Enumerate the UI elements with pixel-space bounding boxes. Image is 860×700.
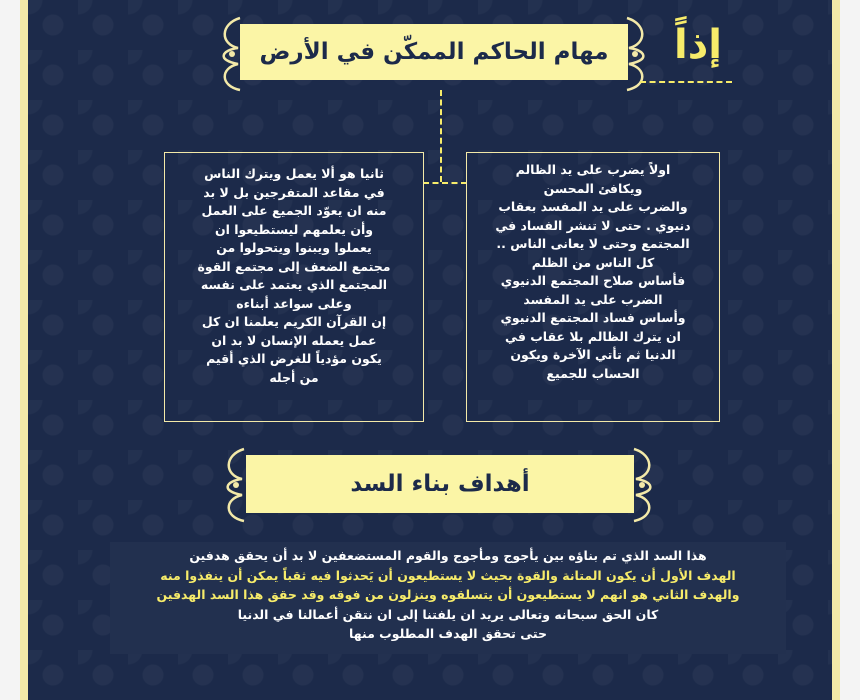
connector-vertical (440, 90, 442, 182)
dam-goals-box (110, 542, 786, 654)
second-task-line: عمل يعمله الإنسان لا بد ان (211, 332, 377, 348)
second-task-line: وعلى سواعد أبناءه (236, 295, 352, 311)
header-banner (240, 24, 628, 80)
second-task-line: في مقاعد المتفرجين بل لا بد (203, 184, 385, 200)
second-task-line: إن القرآن الكريم يعلمنا ان كل (201, 314, 387, 329)
first-task-line: وأساس فساد المجتمع الدنيوي (500, 310, 686, 325)
first-task-line: والضرب على يد المفسد بعقاب (498, 199, 688, 214)
first-task-line: الدنيا ثم تأتي الآخرة ويكون (510, 347, 676, 362)
first-task-line: ان يترك الظالم بلا عقاب في (505, 328, 681, 344)
first-task-line: الضرب على يد المفسد (523, 291, 663, 307)
dam-goals-line: حتى تحقق الهدف المطلوب منها (349, 626, 547, 641)
big-title-underline (640, 81, 732, 83)
second-task-box (164, 152, 424, 422)
first-task-line: اولاً يضرب على يد الظالم (515, 162, 671, 177)
dam-goals-line: هذا السد الذي تم بناؤه بين يأجوج ومأجوج والقوم المستضعفين لا بد أن يحقق هدفين (189, 548, 707, 563)
second-task-line: المجتمع الذي يعتمد على نفسه (200, 277, 388, 292)
section-banner (246, 455, 634, 513)
left-ornament-icon (216, 445, 250, 525)
second-task-line: ثانيا هو ألا يعمل ويترك الناس (204, 166, 384, 181)
second-task-line: يكون مؤدياً للغرض الذي أقيم (206, 351, 382, 366)
second-task-line: مجتمع الضعف إلى مجتمع القوة (197, 258, 391, 274)
dam-goals-line: الهدف الأول أن يكون المتانة والقوة بحيث لا يستطيعون أن يَحدثوا فيه ثقباً يمكن أن ينفذوا منه (160, 567, 736, 583)
first-task-box (466, 152, 720, 422)
first-task-line: كل الناس من الظلم (531, 254, 655, 270)
dam-goals-line: والهدف الثاني هو انهم لا يستطيعون أن يتسلقوه وينزلون من فوقه وقد حقق هذا السد الهدفين (156, 587, 740, 602)
connector-horizontal (423, 182, 467, 184)
first-task-line: المجتمع وحتى لا يعانى الناس .. (496, 236, 690, 251)
second-task-line: وأن يعلمهم ليستطيعوا ان (214, 221, 374, 237)
first-task-line: ويكافئ المحسن (543, 180, 643, 196)
first-task-line: دنيوي . حتى لا تنشر الفساد في (495, 217, 691, 233)
dam-goals-line: كان الحق سبحانه وتعالى يريد ان يلفتنا إلى ان نتقن أعمالنا في الدنيا (237, 606, 659, 622)
first-task-line: الحساب للجميع (546, 365, 640, 381)
section-banner-title: أهداف بناء السد (350, 471, 530, 497)
second-task-line: يعملوا ويبنوا ويتحولوا من (216, 240, 372, 255)
big-title: إذاً (674, 22, 722, 68)
header-banner-title: مهام الحاكم الممكّن في الأرض (259, 39, 609, 65)
first-task-line: فأساس صلاح المجتمع الدنيوي (500, 273, 686, 288)
second-task-line: من أجله (269, 369, 319, 385)
second-task-line: منه ان يعوّد الجميع على العمل (201, 203, 387, 218)
